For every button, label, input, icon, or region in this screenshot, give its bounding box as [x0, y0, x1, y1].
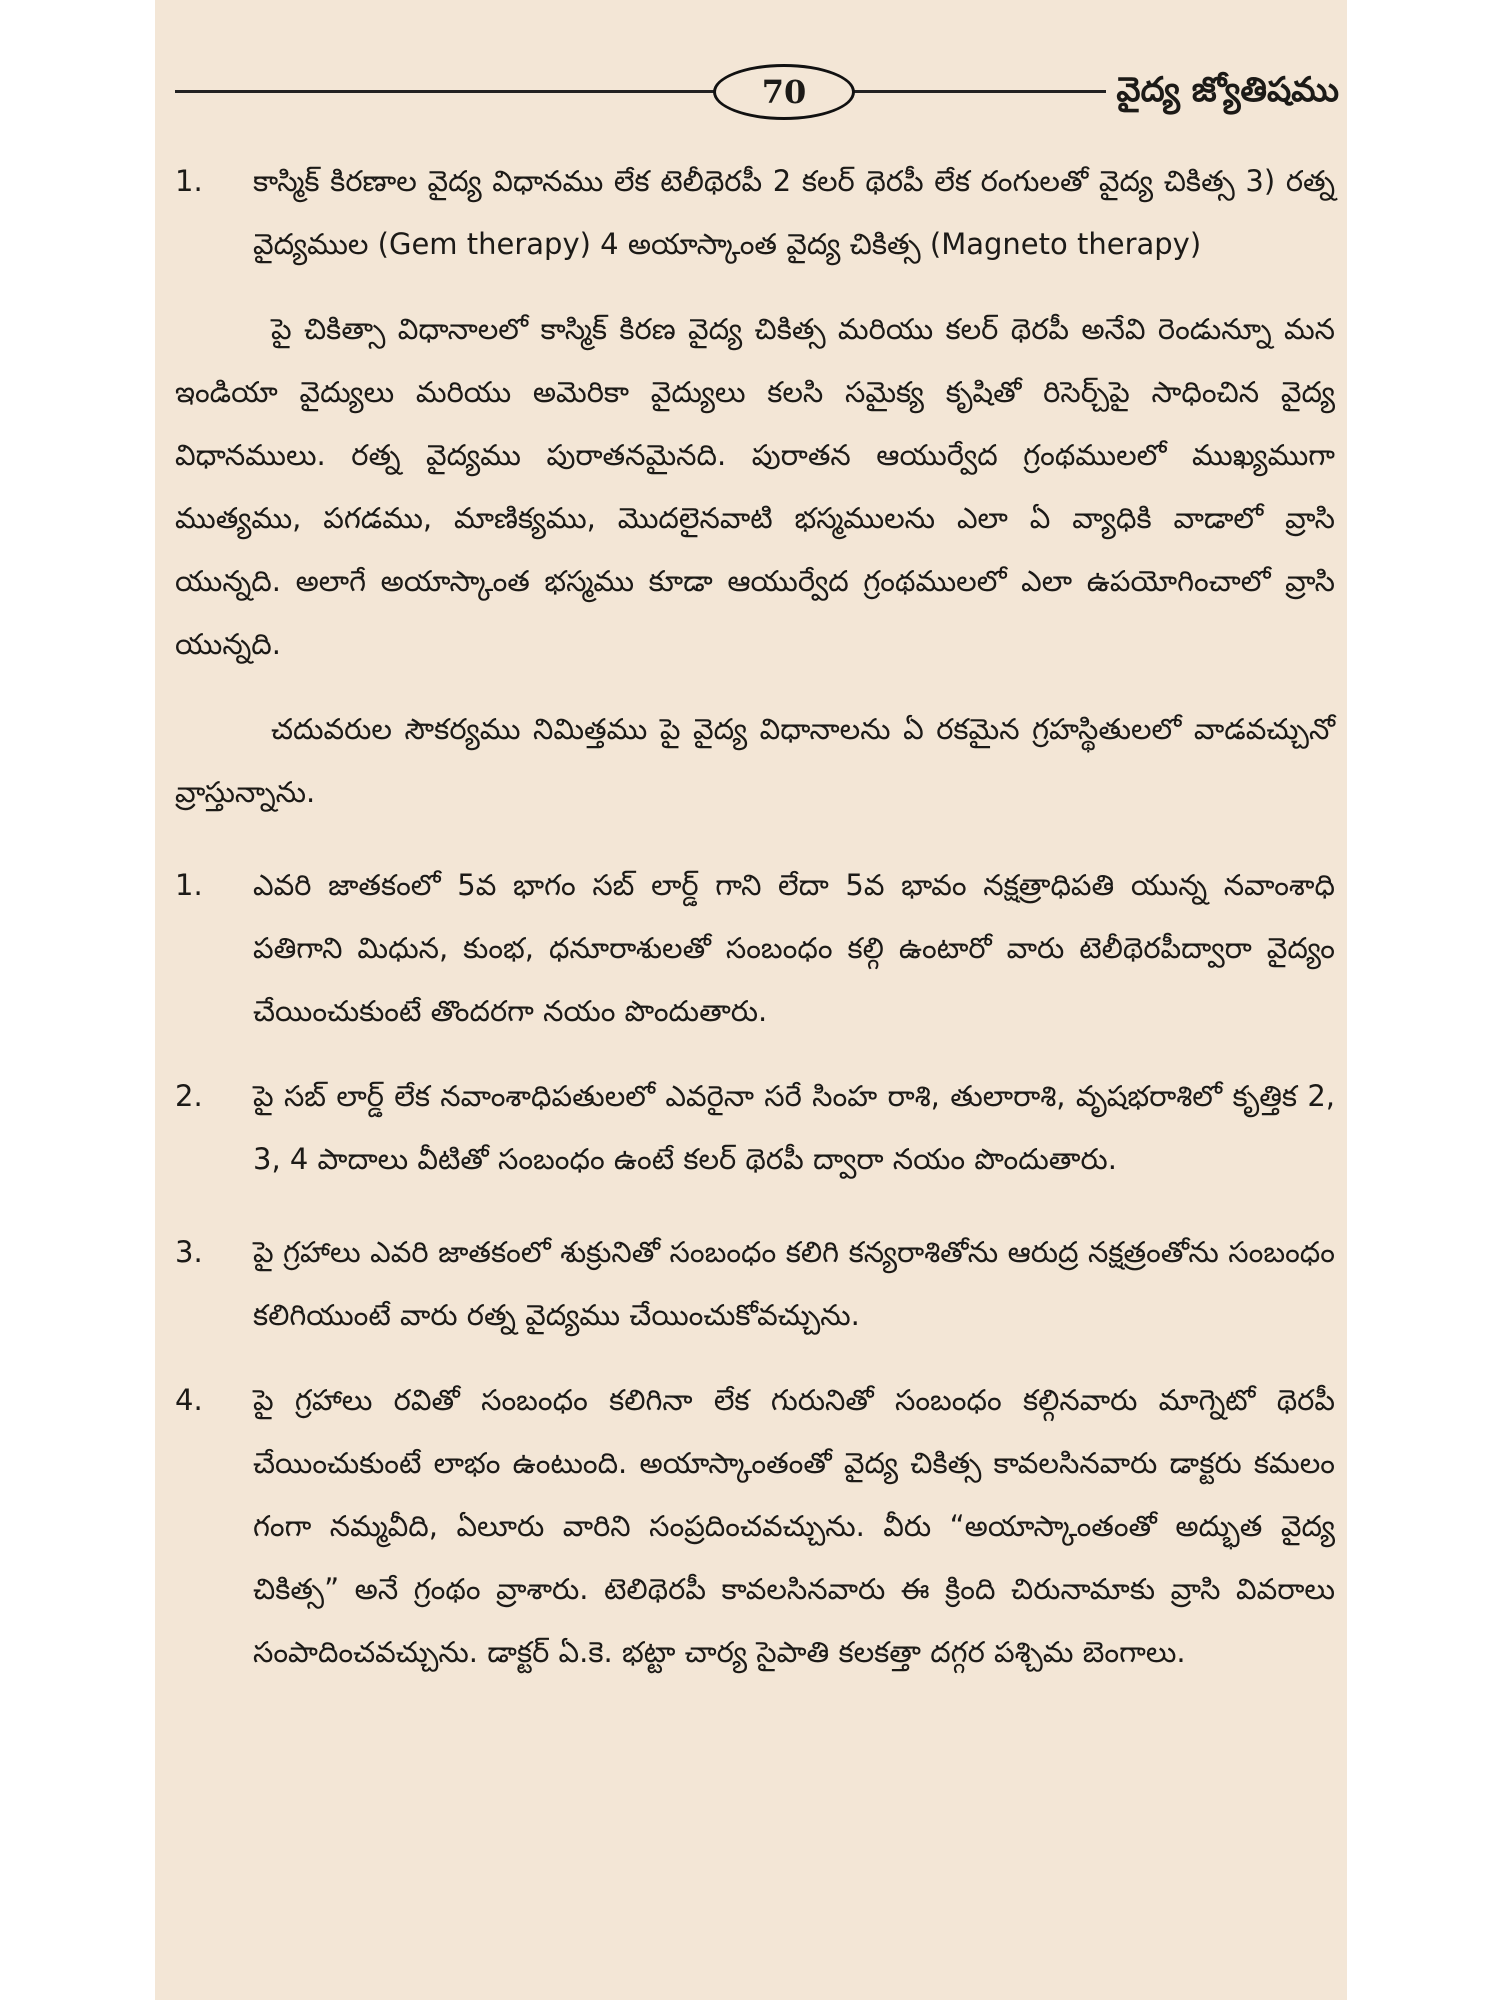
list-text: ఎవరి జాతకంలో 5వ భాగం సబ్ లార్డ్ గాని లేదా 5వ భావం నక్షత్రాధిపతి యున్న నవాంశాధి పతిగాని మిధున, కుంభ, ధనూరాశులతో సంబంధం కల్గి ఉంటారో వారు టెలీథెరపీద్వారా వైద్యం చేయించుకుంటే తొందరగా నయం పొందుతారు. — [253, 868, 1335, 1028]
list-number: 1. — [175, 868, 203, 902]
page-header — [175, 60, 1347, 120]
list-number: 3. — [175, 1235, 203, 1269]
list-text: పై గ్రహాలు ఎవరి జాతకంలో శుక్రునితో సంబంధం కలిగి కన్యరాశితోను ఆరుద్ర నక్షత్రంతోను సంబంధం కలిగియుంటే వారు రత్న వైద్యము చేయించుకోవచ్చును. — [253, 1235, 1335, 1332]
list-item — [175, 1369, 1335, 1684]
list-text: పై సబ్ లార్డ్ లేక నవాంశాధిపతులలో ఎవరైనా సరే సింహ రాశి, తులారాశి, వృషభరాశిలో కృత్తిక 2, 3, 4 పాదాలు వీటితో సంబంధం ఉంటే కలర్ థెరపీ ద్వారా నయం పొందుతారు. — [253, 1079, 1335, 1176]
page-number: 70 — [713, 64, 855, 120]
page-body — [175, 150, 1335, 1684]
header-rule — [175, 90, 1215, 93]
book-title: వైద్య జ్యోతిషము — [1106, 66, 1339, 114]
paragraph: చదువరుల సౌకర్యము నిమిత్తము పై వైద్య విధానాలను ఏ రకమైన గ్రహస్థితులలో వాడవచ్చునో వ్రాస్తున్నాను. — [175, 712, 1335, 809]
list-item — [175, 1065, 1335, 1191]
list-item — [175, 854, 1335, 1043]
list-number: 1. — [175, 164, 203, 198]
list-text: పై గ్రహాలు రవితో సంబంధం కలిగినా లేక గురునితో సంబంధం కల్గినవారు మాగ్నెటో థెరపీ చేయించుకుంటే లాభం ఉంటుంది. అయాస్కాంతంతో వైద్య చికిత్స కావలసినవారు డాక్టరు కమలం గంగా నమ్మవీది, ఏలూరు వారిని సంప్రదించవచ్చును. వీరు “అయాస్కాంతంతో అద్భుత వైద్య చికిత్స” అనే గ్రంథం వ్రాశారు. టెలిథెరపీ కావలసినవారు ఈ క్రింది చిరునామాకు వ్రాసి వివరాలు సంపాదించవచ్చును. డాక్టర్ ఏ.కె. భట్టా చార్య సైపాతి కలకత్తా దగ్గర పశ్చిమ బెంగాలు. — [253, 1383, 1335, 1669]
list-item — [175, 1221, 1335, 1347]
list-text: కాస్మిక్ కిరణాల వైద్య విధానము లేక టెలీథెరపీ 2 కలర్ థెరపీ లేక రంగులతో వైద్య చికిత్స 3) రత్న వైద్యముల (Gem therapy) 4 అయాస్కాంత వైద్య చికిత్స (Magneto therapy) — [253, 164, 1335, 261]
list-number: 2. — [175, 1079, 203, 1113]
intro-list-item — [175, 150, 1335, 276]
book-page — [155, 0, 1347, 2000]
paragraph: పై చికిత్సా విధానాలలో కాస్మిక్ కిరణ వైద్య చికిత్స మరియు కలర్ థెరపీ అనేవి రెండున్నూ మన ఇండియా వైద్యులు మరియు అమెరికా వైద్యులు కలసి సమైక్య కృషితో రిసెర్చ్‌పై సాధించిన వైద్య విధానములు. రత్న వైద్యము పురాతనమైనది. పురాతన ఆయుర్వేద గ్రంథములలో ముఖ్యముగా ముత్యము, పగడము, మాణిక్యము, మొదలైనవాటి భస్మములను ఎలా ఏ వ్యాధికి వాడాలో వ్రాసి యున్నది. అలాగే అయాస్కాంత భస్మము కూడా ఆయుర్వేద గ్రంథములలో ఎలా ఉపయోగించాలో వ్రాసి యున్నది. — [175, 312, 1335, 661]
list-number: 4. — [175, 1383, 203, 1417]
